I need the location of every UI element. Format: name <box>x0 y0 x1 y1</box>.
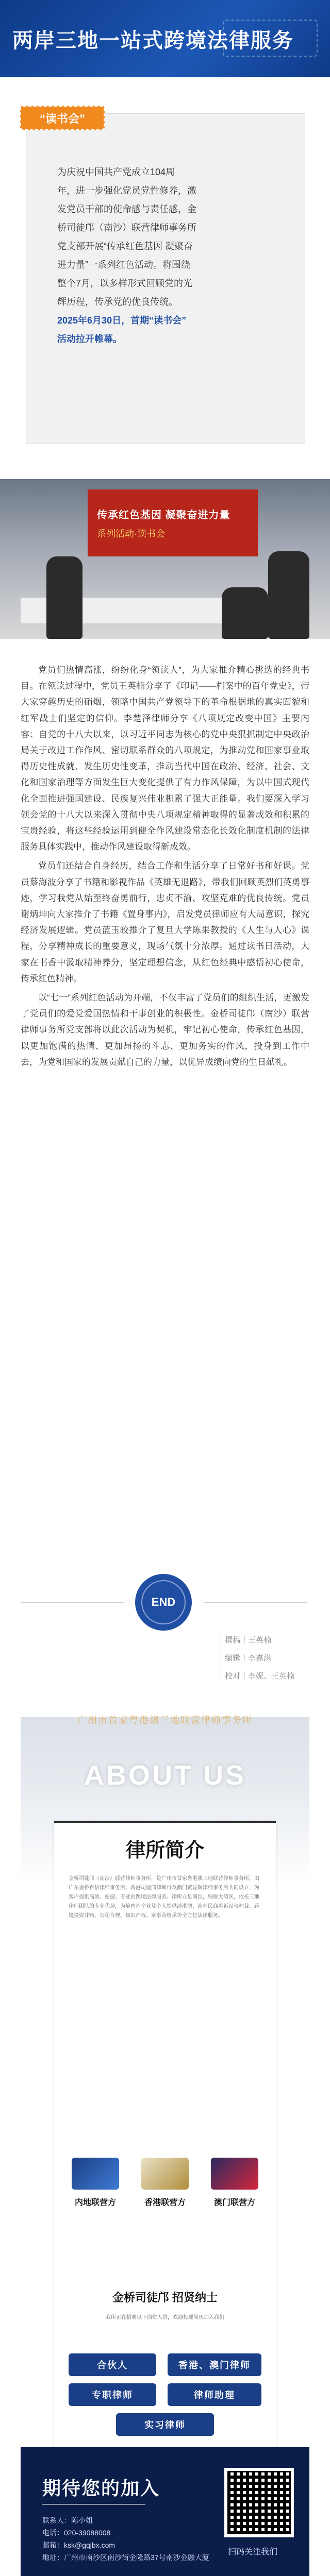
article-paragraph: 党员们还结合自身经历，结合工作和生活分享了日常好书和好课。党员蔡海波分享了书籍和影视作品《英雄无退路》，带我们回顾英烈们英勇事迹，学习我党从始至终奋勇前行，忠贞不渝、攻坚克难的优良传统。党员谢炳坤向大家推介了书籍《置身事内》，启发党员律师应有大局意识，探究经济发展逻辑。党员蓝玉皎推介了复旦大学陈果教授的《人生与人心》课程，分享精神成长的重要意义，现场气氛十分浓厚。通过读书日活动，大家在书香中汲取精神养分，坚定理想信念，从红色经典中感悟初心使命，传承红色精神。 <box>21 861 309 984</box>
logo-macau <box>204 2158 266 2219</box>
contact-line: 联系人：陈小姐 <box>42 2516 93 2524</box>
end-badge <box>135 1574 192 1631</box>
recruit-title: 金桥司徒邝 招贤纳士 <box>112 2291 218 2304</box>
header-banner <box>0 0 330 77</box>
partner-logos <box>64 2158 266 2245</box>
article-body <box>21 662 309 1073</box>
divider-line <box>204 1602 307 1603</box>
person-silhouette <box>46 556 82 639</box>
recruit-text: 我所正在招聘以下岗位人员，欢迎投递简历加入我们 <box>106 2315 224 2320</box>
card-line: 党支部开展“传承红色基因 凝聚奋 <box>57 241 193 251</box>
event-photo <box>0 479 330 639</box>
end-label: END <box>151 1596 176 1608</box>
reading-club-text <box>57 163 274 348</box>
qr-pattern <box>227 2471 291 2534</box>
person-silhouette <box>268 551 309 639</box>
job-pill: 实习律师 <box>116 2413 214 2436</box>
credit-line: 校对丨李妮、王英楠 <box>225 1672 295 1681</box>
job-pill: 香港、澳门律师 <box>168 2353 261 2376</box>
job-pill: 律师助理 <box>168 2383 261 2406</box>
qr-code-icon[interactable] <box>224 2468 294 2537</box>
card-line: 整个7月，以多样形式回顾党的光 <box>57 278 193 289</box>
card-line: 发党员干部的使命感与责任感，金 <box>57 204 196 214</box>
kingbridge-logo-icon <box>72 2158 119 2190</box>
event-banner-line1: 传承红色基因 凝聚奋进力量 <box>97 509 230 521</box>
divider-line <box>21 1602 124 1603</box>
join-divider <box>42 2504 145 2505</box>
contact-line: 邮箱：ksk@gqjbx.com <box>42 2541 116 2549</box>
person-silhouette <box>222 587 268 639</box>
card-line: 为庆祝中国共产党成立104周 <box>57 167 175 177</box>
card-line: 年，进一步强化党员党性修养，激 <box>57 185 196 196</box>
logo-label: 内地联营方 <box>74 2198 116 2207</box>
card-line: 进力量”一系列红色活动。将围绕 <box>57 260 190 270</box>
about-us-heading: ABOUT US <box>84 1760 246 1791</box>
job-pill: 专职律师 <box>69 2383 156 2406</box>
join-banner <box>21 2447 309 2576</box>
logo-mainland <box>64 2158 126 2219</box>
card-line: 桥司徒邝（南沙）联营律师事务所 <box>57 223 196 233</box>
article-paragraph: 以“七一”系列红色活动为开端，不仅丰富了党员们的组织生活，更激发了党员们的爱党爱国热情和干事创业的积极性。金桥司徒邝（南沙）联营律师事务所党支部将以此次活动为契机，牢记初心使命，传承红色基因，以更加饱满的热情、更加昂扬的斗志、更加务实的作风，投身到工作中去，为党和国家的发展贡献自己的力量，以优异成绩向党的生日献礼。 <box>21 993 309 1067</box>
credits <box>225 1631 312 1685</box>
logo-hongkong <box>134 2158 196 2219</box>
card-line: 辉历程，传承党的优良传统。 <box>57 297 178 307</box>
firm-tagline: 广州市首家粤港澳三地联营律师事务所 <box>77 1715 253 1725</box>
event-banner-line2: 系列活动·读书会 <box>97 528 165 539</box>
credit-line: 撰稿丨王英楠 <box>225 1636 272 1645</box>
contact-info <box>42 2514 212 2564</box>
profile-card <box>54 1821 276 2534</box>
reading-club-card <box>26 113 305 444</box>
about-section <box>21 1703 309 2576</box>
contact-line: 地址：广州市南沙区南沙街金隆路37号南沙金融大厦 <box>42 2553 209 2562</box>
article-paragraph: 党员们热情高涨，纷纷化身“领读人”，为大家推介精心挑选的经典书目。在领读过程中，党员王英楠分享了《印记——档案中的百年党史》，带大家穿越历史的硝烟，领略中国共产党领导下的革命根据地的真实面貌和红军战士们坚定的信仰。李楚泽律师分享《八项规定改变中国》主要内容：自党的十八大以来，以习近平同志为核心的党中央狠抓制定中央政治局关于改进工作作风、密切联系群众的八项规定，为推动党和国家事业取得历史性成就、发生历史性变革，推动当代中国在政治、经济、社会、文化和国家治理等方面发生巨大变化提供了有力作风保障，为以中国式现代化全面推进强国建设、民族复兴伟业积累了强大正能量。我们要深入学习领会党的十八大以来深入贯彻中央八项规定精神取得的显著成效和积累的宝贵经验，将这些经验运用到健全作风建设常态化长效化制度机制的法律服务具体实践中，推动作风建设取得新成效。 <box>21 665 309 852</box>
ksc-logo-icon <box>211 2158 258 2190</box>
join-title: 期待您的加入 <box>42 2478 160 2499</box>
contact-line: 电话：020-39088008 <box>42 2529 111 2537</box>
page-title: 两岸三地一站式跨境法律服务 <box>12 29 294 52</box>
logo-label: 澳门联营方 <box>213 2198 255 2207</box>
card-line-highlight: 活动拉开帷幕。 <box>57 334 122 344</box>
reading-club-tag <box>20 106 105 130</box>
scan-label: 扫码关注我们 <box>228 2548 278 2556</box>
credit-line: 编辑丨李嘉洪 <box>225 1654 272 1663</box>
profile-text: 金桥司徒邝（南沙）联营律师事务所，是广州市首家粤港澳三地联营律师事务所，由广东金桥百信律师事务所、香港司徒邝律师行及澳门黄显辉律师事务所共同设立，为客户提供高效、便捷、专业的跨境法律服务。律所立足南沙，辐射大湾区，依托三地律师团队的专业优势，为境内外企业及个人提供涉港澳、涉外民商事诉讼与仲裁、跨境投资并购、公司合规、知识产权、家事及继承等全方位法律服务。 <box>69 1876 259 1919</box>
profile-title: 律所简介 <box>125 1840 204 1861</box>
card-line-highlight: 2025年6月30日，首期“读书会” <box>57 315 187 326</box>
logo-label: 香港联营方 <box>144 2198 186 2207</box>
hk-firm-logo-icon <box>141 2158 189 2190</box>
job-pill: 合伙人 <box>69 2353 156 2376</box>
event-banner <box>88 489 258 556</box>
reading-club-tag-label: “读书会” <box>39 112 85 125</box>
